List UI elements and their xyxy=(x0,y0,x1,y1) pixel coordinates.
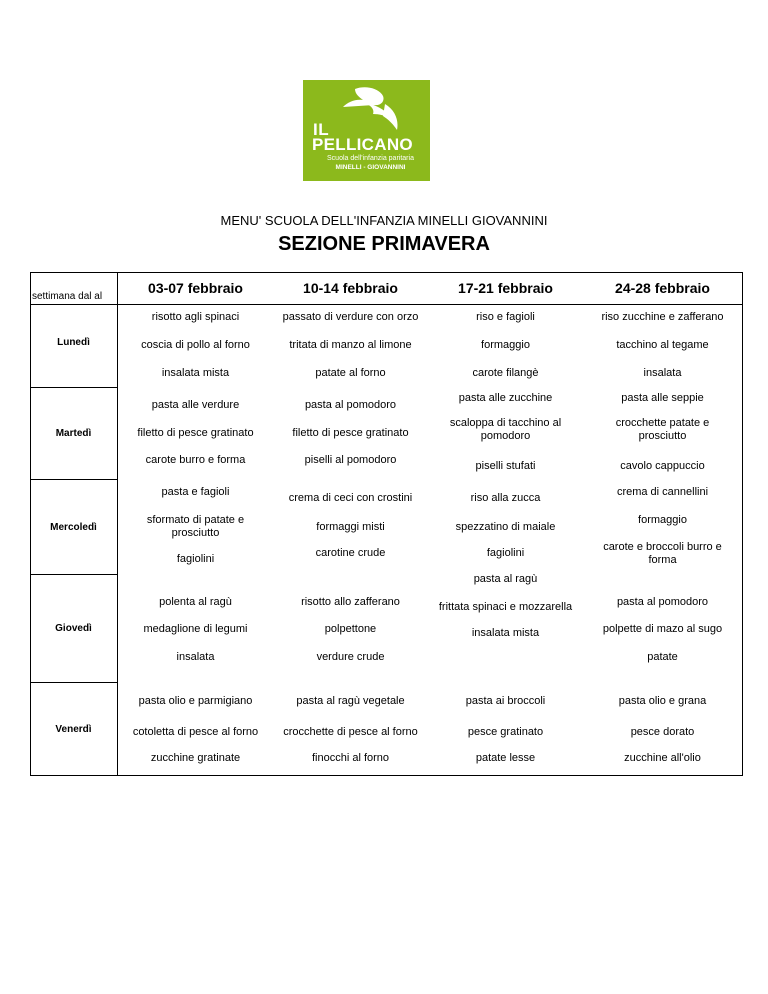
logo-line-1: IL xyxy=(313,120,330,139)
logo-line-4: MINELLI - GIOVANNINI xyxy=(335,164,406,171)
menu-item: sformato di patate e prosciutto xyxy=(146,514,245,539)
menu-item: crema di cannellini xyxy=(616,485,709,498)
menu-item: frittata spinaci e mozzarella xyxy=(438,600,573,613)
menu-item: formaggio xyxy=(638,513,687,526)
menu-item: carote filangè xyxy=(472,366,539,379)
menu-item: polpettone xyxy=(324,622,377,635)
menu-item: zucchine gratinate xyxy=(150,751,241,764)
menu-item: pasta ai broccoli xyxy=(465,694,546,707)
menu-item: insalata mista xyxy=(471,626,540,639)
menu-item: riso e fagioli xyxy=(476,310,535,323)
menu-table xyxy=(30,272,743,776)
day-label: Giovedì xyxy=(55,622,92,634)
menu-item: spezzatino di maiale xyxy=(455,520,556,533)
menu-item: cavolo cappuccio xyxy=(620,459,705,472)
menu-item: coscia di pollo al forno xyxy=(141,338,250,351)
menu-item: pasta e fagioli xyxy=(161,485,230,498)
menu-item: riso zucchine e zafferano xyxy=(601,310,724,323)
menu-item: finocchi al forno xyxy=(311,751,390,764)
menu-item: crocchette di pesce al forno xyxy=(283,725,418,738)
menu-item: pasta al pomodoro xyxy=(616,595,709,608)
menu-item: insalata xyxy=(176,650,215,663)
menu-item: crema di ceci con crostini xyxy=(288,491,413,504)
week-header: 03-07 febbraio xyxy=(148,279,243,296)
menu-item: piselli al pomodoro xyxy=(304,453,397,466)
menu-item: riso alla zucca xyxy=(470,491,541,504)
page-title: SEZIONE PRIMAVERA xyxy=(278,233,490,255)
menu-item: insalata xyxy=(643,366,682,379)
menu-item: cotoletta di pesce al forno xyxy=(132,725,259,738)
menu-item: fagiolini xyxy=(486,546,525,559)
menu-item: patate xyxy=(647,650,678,663)
menu-item: verdure crude xyxy=(316,650,385,663)
menu-item: fagiolini xyxy=(176,552,215,565)
menu-item: carotine crude xyxy=(315,546,386,559)
menu-item: scaloppa di tacchino al pomodoro xyxy=(449,417,562,442)
week-header: 17-21 febbraio xyxy=(458,279,553,296)
menu-item: pesce gratinato xyxy=(467,725,544,738)
pellicano-logo xyxy=(303,80,430,181)
week-header: 10-14 febbraio xyxy=(303,279,398,296)
menu-item: pasta al ragù xyxy=(473,572,538,585)
menu-item: pasta al pomodoro xyxy=(304,398,397,411)
menu-item: pasta alle verdure xyxy=(151,398,240,411)
menu-item: passato di verdure con orzo xyxy=(282,310,419,323)
menu-item: tritata di manzo al limone xyxy=(289,338,412,351)
menu-item: pasta olio e parmigiano xyxy=(138,694,253,707)
menu-item: formaggi misti xyxy=(316,520,385,533)
menu-item: polpette di mazo al sugo xyxy=(602,622,723,635)
menu-item: filetto di pesce gratinato xyxy=(292,426,409,439)
menu-item: patate lesse xyxy=(475,751,536,764)
menu-item: carote burro e forma xyxy=(145,453,246,466)
menu-item: risotto agli spinaci xyxy=(151,310,240,323)
menu-item: crocchette patate e prosciutto xyxy=(615,417,710,442)
menu-item: pasta alle seppie xyxy=(621,391,704,404)
week-header: 24-28 febbraio xyxy=(615,279,710,296)
logo-line-3: Scuola dell'infanzia paritaria xyxy=(327,155,414,162)
day-label: Mercoledì xyxy=(50,521,97,533)
week-corner-label: settimana dal al xyxy=(32,291,103,302)
menu-item: formaggio xyxy=(481,338,530,351)
day-label: Martedì xyxy=(55,427,92,439)
menu-item: medaglione di legumi xyxy=(143,622,248,635)
menu-item: tacchino al tegame xyxy=(616,338,709,351)
day-label: Venerdì xyxy=(55,723,92,735)
menu-item: carote e broccoli burro e forma xyxy=(603,541,722,566)
menu-item: zucchine all'olio xyxy=(624,751,701,764)
menu-item: risotto allo zafferano xyxy=(301,595,400,608)
menu-item: piselli stufati xyxy=(475,459,536,472)
logo-line-2: PELLICANO xyxy=(312,135,413,154)
page-subtitle: MENU' SCUOLA DELL'INFANZIA MINELLI GIOVANNINI xyxy=(220,213,548,228)
menu-item: polenta al ragù xyxy=(159,595,232,608)
menu-item: filetto di pesce gratinato xyxy=(137,426,254,439)
menu-item: pesce dorato xyxy=(630,725,695,738)
day-label: Lunedì xyxy=(57,336,90,348)
menu-item: pasta olio e grana xyxy=(618,694,707,707)
menu-item: insalata mista xyxy=(161,366,230,379)
menu-item: patate al forno xyxy=(315,366,386,379)
menu-item: pasta al ragù vegetale xyxy=(296,694,405,707)
menu-item: pasta alle zucchine xyxy=(458,391,553,404)
